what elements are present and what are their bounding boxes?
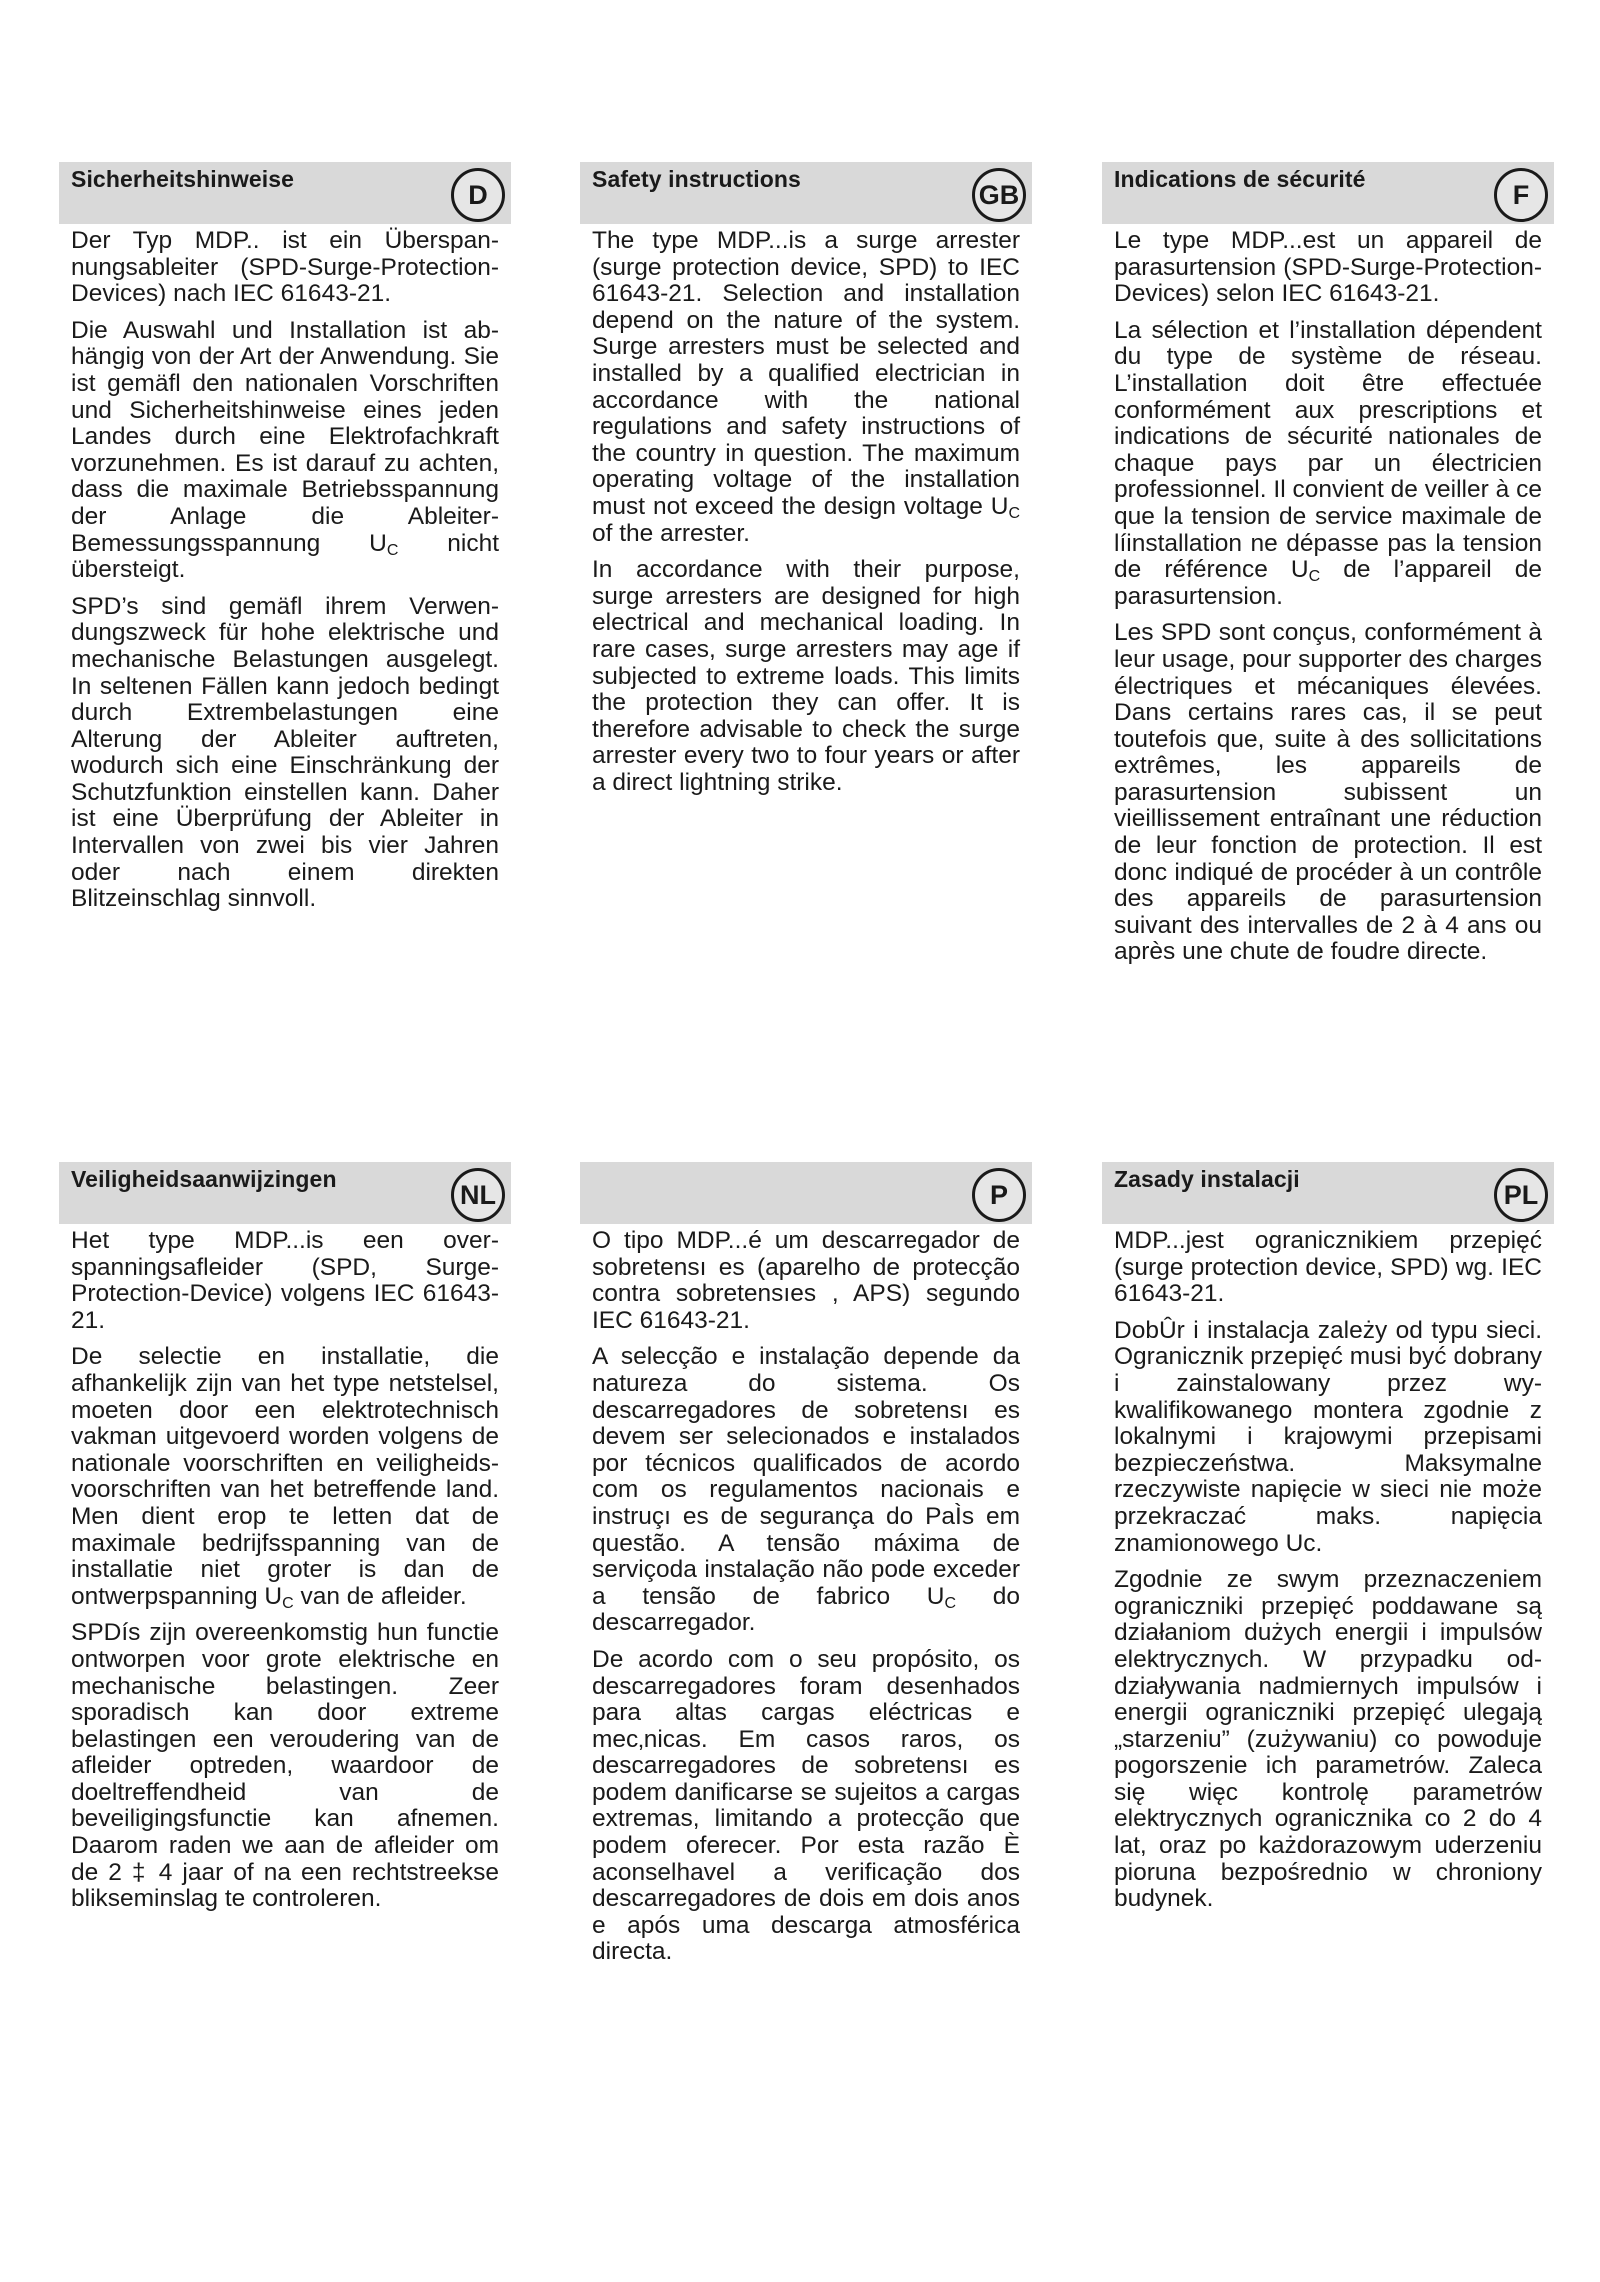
language-badge: NL <box>451 1168 505 1222</box>
paragraph: Le type MDP...est un appareil de parasurtension (SPD-Surge-Protection-Devices) selon IEC 61643-21. <box>1114 227 1542 308</box>
paragraph: De selectie en installatie, die afhankelijk zijn van het type netstelsel, moeten door een elektrotechnisch vakman uitgevoerd worden volgens de nationale voorschriften en veiligheidsvoorschriften van het betreffende land. Men dient erop te letten dat de maximale bedrijfsspanning van de installatie niet groter is dan de ontwerpspanning $U_C$ van de afleider. <box>71 1343 499 1612</box>
paragraph: Les SPD sont conçus, conformément à leur usage, pour supporter des charges électriques et mécaniques élevées. Dans certains rares cas, il se peut toutefois que, suite à des sollicitations extrêmes, les appareils de parasurtension subissent un vieillissement entraînant une réduction de leur fonction de protection. Il est donc indiqué de procéder à un contrôle des appareils de parasurtension suivant des intervalles de 2 à 4 ans ou après une chute de foudre directe. <box>1114 619 1542 966</box>
language-badge: GB <box>972 168 1026 222</box>
language-badge: PL <box>1494 1168 1548 1222</box>
paragraph: De acordo com o seu propósito, os descarregadores foram desenhados para altas cargas eléctricas e mec‚nicas. Em casos raros, os descarregadores de sobretensı es podem danificarse se sujeitos a cargas extremas, limitando a protecção que podem oferecer. Por esta razão È aconselhavel a verificação dos descarregadores de dois em dois anos e após uma descarga atmosférica directa. <box>592 1645 1020 1966</box>
section-header <box>580 1162 1032 1224</box>
section-header <box>59 162 511 224</box>
paragraph: Zgodnie ze swym przeznaczeniem ograniczniki przepięć poddawane są działaniom dużych energii i impulsów elektrycznych. W przypadku oddziaływania nadmiernych impulsów i energii ograniczniki przepięć ulegają „starzeniu” (zużywaniu) co powoduje pogorszenie ich parametrów. Zaleca się więc kontrolę parametrów elektrycznych ogranicznika co 2 do 4 lat, oraz po każdorazowym uderzeniu pioruna bezpośrednio w chroniony budynek. <box>1114 1566 1542 1913</box>
section-title: Safety instructions <box>592 166 801 192</box>
section-header <box>1102 162 1554 224</box>
paragraph: The type MDP...is a surge arrester (surge protection device, SPD) to IEC 61643-21. Selection and installation depend on the nature of the system. Surge arresters must be selected and installed by a qualified electrician in accordance with the national regulations and safety instructions of the country in question. The maximum operating voltage of the installation must not exceed the design voltage $U_C$ of the arrester. <box>592 227 1020 547</box>
paragraph: Het type MDP...is een overspanningsafleider (SPD, Surge-Protection-Device) volgens IEC 61643-21. <box>71 1227 499 1334</box>
paragraph: O tipo MDP...é um descarregador de sobretensı es (aparelho de protecção contra sobretensıes , APS) segundo IEC 61643-21. <box>592 1227 1020 1334</box>
section-portuguese <box>580 1162 1032 1976</box>
section-dutch <box>59 1162 511 1923</box>
paragraph: In accordance with their purpose, surge arresters are designed for high electrical and mechanical loading. In rare cases, surge arresters may age if subjected to extreme loads. This limits the protection they can offer. It is therefore advisable to check the surge arrester every two to four years or after a direct lightning strike. <box>592 556 1020 796</box>
paragraph: Der Typ MDP.. ist ein Überspannungsableiter (SPD-Surge-Protection-Devices) nach IEC 61643-21. <box>71 227 499 308</box>
paragraph: A selecção e instalação depende da natureza do sistema. Os descarregadores de sobretensı es devem ser selecionados e instalados por técnicos qualificados de acordo com os regulamentos nacionais e instruçı es de segurança do PaÌs em questão. A tensão máxima de serviçoda instalação não pode exceder a tensão de fabrico $U_C$ do descarregador. <box>592 1343 1020 1637</box>
paragraph: MDP...jest ogranicznikiem przepięć (surge protection device, SPD) wg. IEC 61643-21. <box>1114 1227 1542 1308</box>
section-header <box>580 162 1032 224</box>
section-french <box>1102 162 1554 976</box>
section-polish <box>1102 1162 1554 1923</box>
paragraph: SPD’s sind gemäfl ihrem Verwendungszweck für hohe elektrische und mechanische Belastungen ausgelegt. In seltenen Fällen kann jedoch bedingt durch Extrembelastungen eine Alterung der Ableiter auftreten, wodurch sich eine Einschränkung der Schutzfunktion einstellen kann. Daher ist eine Überprüfung der Ableiter in Intervallen von zwei bis vier Jahren oder nach einem direkten Blitzeinschlag sinnvoll. <box>71 592 499 913</box>
language-badge: F <box>1494 168 1548 222</box>
language-badge: P <box>972 1168 1026 1222</box>
section-english <box>580 162 1032 806</box>
section-title: Zasady instalacji <box>1114 1166 1300 1192</box>
section-german <box>59 162 511 923</box>
paragraph: Die Auswahl und Installation ist abhängig von der Art der Anwendung. Sie ist gemäfl den nationalen Vorschriften und Sicherheitshinweise eines jeden Landes durch eine Elektrofachkraft vorzunehmen. Es ist darauf zu achten, dass die maximale Betriebsspannung der Anlage die Ableiter-Bemessungsspannung $U_C$ nicht übersteigt. <box>71 316 500 584</box>
section-title: Indications de sécurité <box>1114 166 1366 192</box>
section-title: Sicherheitshinweise <box>71 166 295 192</box>
section-title: Veiligheidsaanwijzingen <box>71 1166 337 1192</box>
section-header <box>1102 1162 1554 1224</box>
section-header <box>59 1162 511 1224</box>
language-badge: D <box>451 168 505 222</box>
paragraph: SPDís zijn overeenkomstig hun functie ontworpen voor grote elektrische en mechanische belastingen. Zeer sporadisch kan door extreme belastingen een veroudering van de afleider optreden, waardoor de doeltreffendheid van de beveiligingsfunctie kan afnemen. Daarom raden we aan de afleider om de 2 ‡ 4 jaar of na een rechtstreekse blikseminslag te controleren. <box>71 1619 499 1913</box>
paragraph: La sélection et l’installation dépendent du type de système de réseau. L’installation doit être effectuée conformément aux prescriptions et indications de sécurité nationales de chaque pays par un électricien professionnel. Il convient de veiller à ce que la tension de service maximale de líinstallation ne dépasse pas la tension de référence $U_C$ de l’appareil de parasurtension. <box>1114 316 1543 610</box>
paragraph: DobÛr i instalacja zależy od typu sieci. Ogranicznik przepięć musi być dobrany i zainstalowany przez wykwalifikowanego montera zgodnie z lokalnymi i krajowymi przepisami bezpieczeństwa. Maksymalne rzeczywiste napięcie w sieci nie może przekraczać maks. napięcia znamionowego Uc. <box>1114 1316 1542 1557</box>
